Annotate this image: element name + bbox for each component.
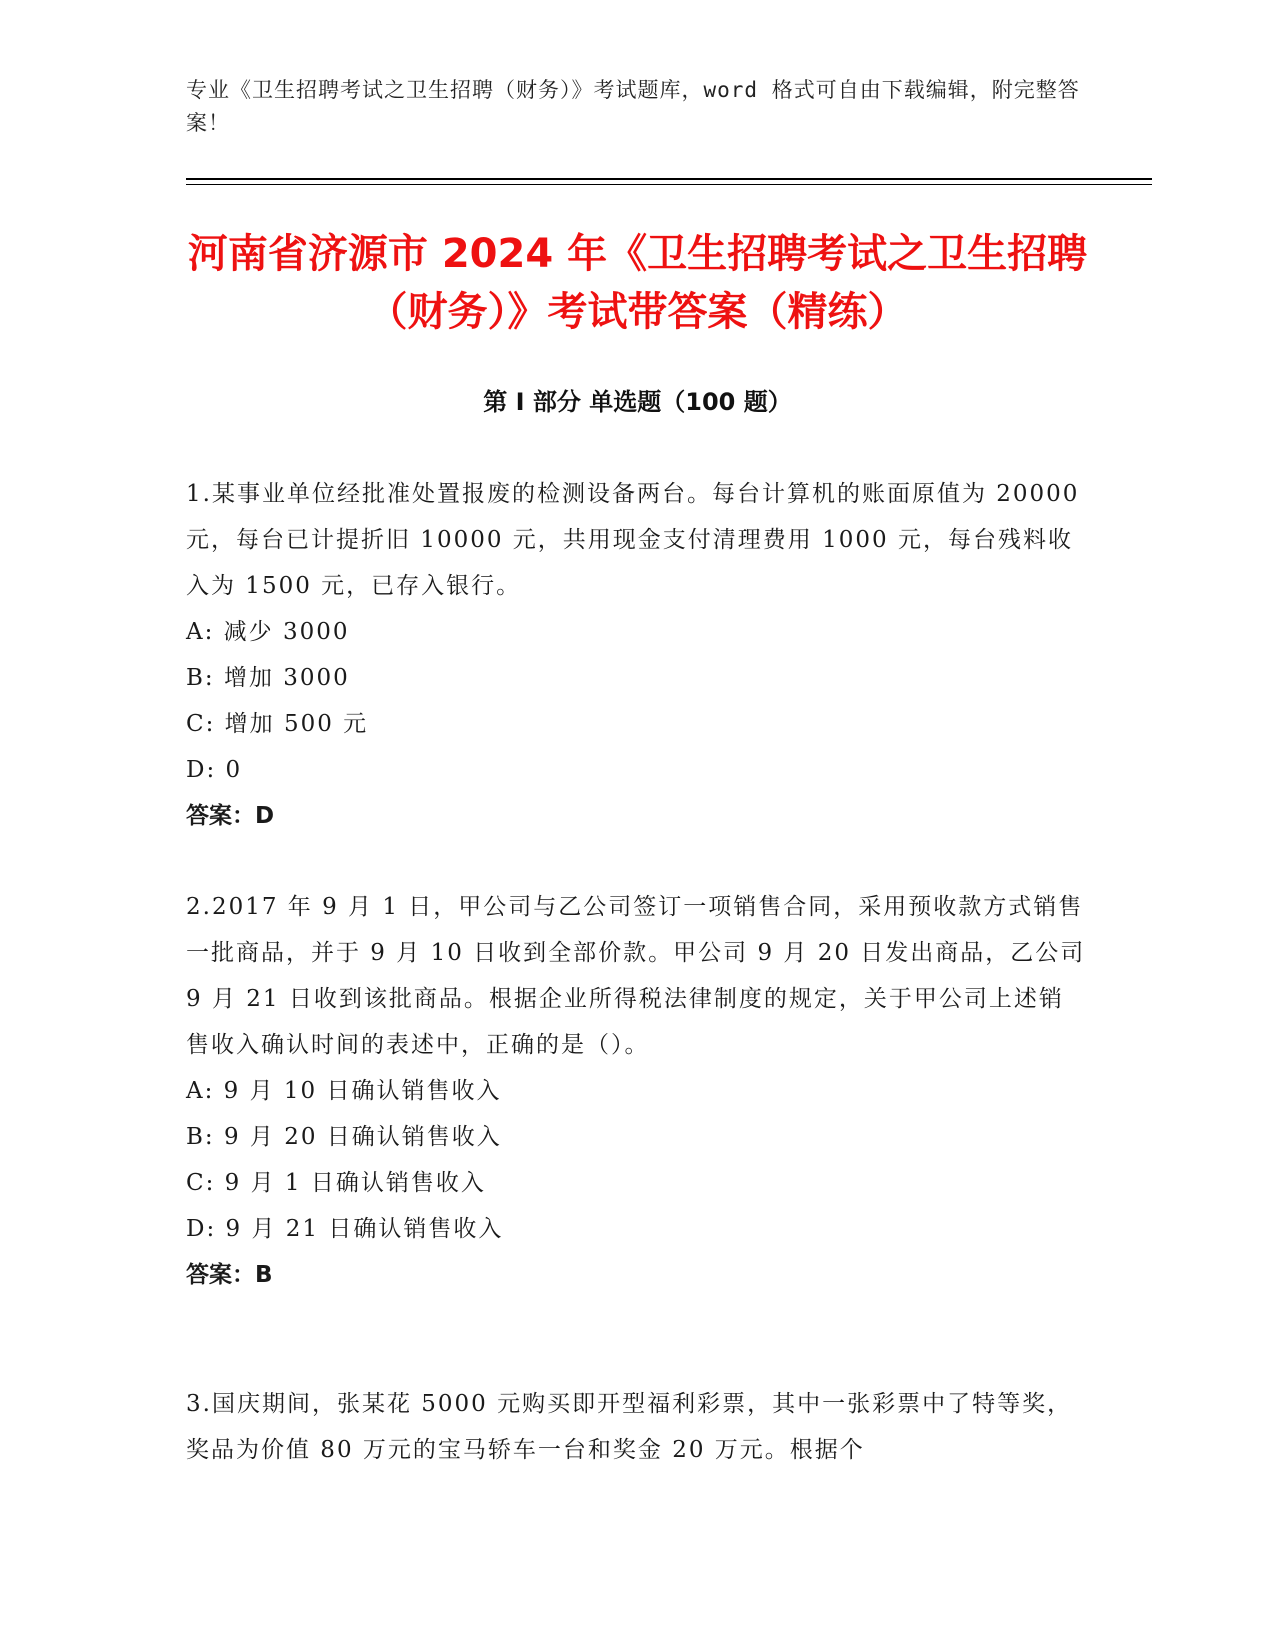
question-stem: 2.2017 年 9 月 1 日，甲公司与乙公司签订一项销售合同，采用预收款方式销售一批商品，并于 9 月 10 日收到全部价款。甲公司 9 月 20 日发出商品，乙公司 9 月 21 日收到该批商品。根据企业所得税法律制度的规定，关于甲公司上述销售收入确认时间的表述中，正确的是（）。 xyxy=(186,894,1086,1058)
option-c: C: 9 月 1 日确认销售收入 xyxy=(186,1170,486,1196)
header-note: 专业《卫生招聘考试之卫生招聘（财务）》考试题库，word 格式可自由下载编辑，附完整答案！ xyxy=(186,78,1080,135)
question-3 xyxy=(186,1381,1086,1473)
option-a: A: 9 月 10 日确认销售收入 xyxy=(186,1078,502,1104)
question-stem: 1.某事业单位经批准处置报废的检测设备两台。每台计算机的账面原值为 20000 元，每台已计提折旧 10000 元，共用现金支付清理费用 1000 元，每台残料收入为 1500 元，已存入银行。 xyxy=(186,481,1080,599)
document-title: 河南省济源市 2024 年《卫生招聘考试之卫生招聘（财务）》考试带答案（精练） xyxy=(187,231,1088,335)
header-rule-thick xyxy=(186,178,1152,180)
option-b: B: 增加 3000 xyxy=(186,665,350,691)
option-d: D: 0 xyxy=(186,757,243,783)
header-rule-thin xyxy=(186,184,1152,185)
section-heading: 第 I 部分 单选题（100 题） xyxy=(483,388,792,416)
option-c: C: 增加 500 元 xyxy=(186,711,369,737)
answer-line: 答案：D xyxy=(186,803,275,829)
answer-line: 答案：B xyxy=(186,1262,273,1288)
question-1 xyxy=(186,471,1086,839)
question-stem: 3.国庆期间，张某花 5000 元购买即开型福利彩票，其中一张彩票中了特等奖，奖品为价值 80 万元的宝马轿车一台和奖金 20 万元。根据个 xyxy=(186,1391,1073,1463)
question-2 xyxy=(186,884,1086,1298)
option-a: A: 减少 3000 xyxy=(186,619,350,645)
option-b: B: 9 月 20 日确认销售收入 xyxy=(186,1124,502,1150)
option-d: D: 9 月 21 日确认销售收入 xyxy=(186,1216,504,1242)
